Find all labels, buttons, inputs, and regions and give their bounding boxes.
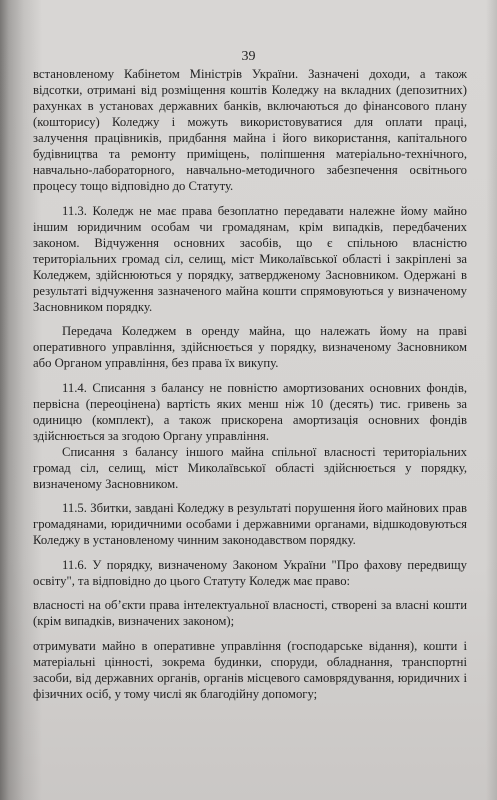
text-line: або Органом управління, без права їх викупу. <box>33 356 279 370</box>
text-line: 11.5. Збитки, завдані Коледжу в результаті порушення його майнових прав <box>62 501 467 515</box>
text-line: територіальних громад сіл, селищ, міст Миколаївської області і закріплені за <box>33 251 467 266</box>
text-line: матеріальні цінності, зокрема будинки, споруди, обладнання, транспортні <box>33 654 467 669</box>
paragraph-right-receive-property <box>33 638 467 702</box>
document-body <box>33 66 467 702</box>
text-line: оперативного управління, здійснюється у порядку, визначеному Засновником <box>33 340 467 354</box>
text-line: законом. Відчуження основних засобів, що є спільною власністю <box>33 235 467 250</box>
text-line: первісна (переоцінена) вартість яких менш ніж 10 (десять) тис. гривень за <box>33 396 467 411</box>
text-line: громадянами, юридичними особами і державними органами, відшкодовуються <box>33 517 467 531</box>
paragraph-clause-11-6 <box>33 557 467 589</box>
text-line: встановленому Кабінетом Міністрів України. Зазначені доходи, а також <box>33 67 467 81</box>
text-line: залучення працівників, придбання майна і його використання, капітального <box>33 131 467 145</box>
text-line: відсотки, отримані від розміщення коштів Коледжу на вкладних (депозитних) <box>33 83 467 97</box>
text-line: навчально-лабораторного, навчально-методичного забезпечення освітнього <box>33 163 467 177</box>
text-line: засоби, від державних органів, органів місцевого самоврядування, юридичних і <box>33 670 467 685</box>
text-line: власності на об’єкти права інтелектуальної власності, створені за власні кошти <box>33 598 467 612</box>
text-line: Коледжем, здійснюються у порядку, затвердженому Засновником. Одержані в <box>33 267 467 282</box>
text-line: (кошторису) Коледжу і можуть використовуватися для оплати праці, <box>33 115 467 129</box>
paragraph-writeoff-other <box>33 444 467 492</box>
text-line: визначеному Засновником. <box>33 476 179 491</box>
text-line: (крім випадків, визначених законом); <box>33 614 235 628</box>
paragraph-clause-11-5 <box>33 500 467 548</box>
text-line: Передача Коледжем в оренду майна, що належать йому на праві <box>62 324 467 338</box>
paragraph-lease <box>33 323 467 371</box>
text-line: 11.6. У порядку, визначеному Законом України "Про фахову передвищу <box>62 557 467 572</box>
text-line: одиницю (комплект), а також прискорена амортизація основних фондів <box>33 412 467 427</box>
text-line: 11.4. Списання з балансу не повністю амортизованих основних фондів, <box>62 380 467 395</box>
text-line: громад сіл, селищ, міст Миколаївської області здійснюється у порядку, <box>33 460 467 475</box>
paragraph-clause-11-3 <box>33 203 467 315</box>
paragraph-clause-11-4 <box>33 380 467 444</box>
page-number: 39 <box>241 49 256 64</box>
text-line: Коледжу в установленому чинним законодавством порядку. <box>33 533 356 547</box>
text-line: 11.3. Коледж не має права безоплатно передавати належне йому майно <box>62 203 467 218</box>
text-line: процесу тощо відповідно до Статуту. <box>33 179 234 193</box>
text-line: фізичних осіб, у тому числі як благодійну допомогу; <box>33 686 318 701</box>
text-line: Списання з балансу іншого майна спільної власності територіальних <box>62 444 467 459</box>
text-line: іншим юридичним особам чи громадянам, крім випадків, передбачених <box>33 219 467 234</box>
text-line: результаті відчуження зазначеного майна кошти спрямовуються у визначеному <box>33 283 467 298</box>
text-line: отримувати майно в оперативне управління (господарське відання), кошти і <box>33 638 467 653</box>
paragraph-right-ip-ownership <box>33 597 467 629</box>
text-line: рахунках в установах державних банків, включаються до фінансового плану <box>33 99 467 113</box>
text-line: Засновником порядку. <box>33 299 153 314</box>
text-line: будівництва та ремонту приміщень, поліпшення матеріально-технічного, <box>33 147 467 161</box>
paragraph-income-continuation <box>33 66 467 194</box>
text-line: здійснюється за згодою Органу управління. <box>33 428 270 443</box>
text-line: освіту", та відповідно до цього Статуту Коледж має право: <box>33 573 351 588</box>
